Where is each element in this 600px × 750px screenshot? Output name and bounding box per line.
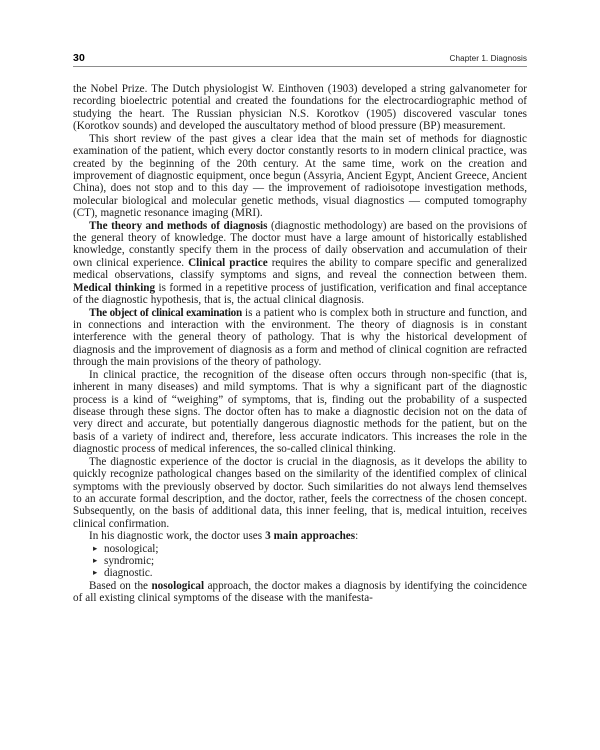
paragraph-in-clinical-practice: In clinical practice, the recognition of the disease often occurs through non-specific (that is, inherent in many diseases) and mild symptoms. That is why a significant part of the diagnostic process is a kind of “weighing” of symptoms, that is, finding out the probability of a suspected disease through these signs. The doctor often has to make a diagnostic decision not on the data of very direct and accurate, but potentially dangerous diagnostic methods for the patient, but on the basis of a variety of indirect and, therefore, less accurate indicators. This increases the role in the diagnostic process of medical inferences, the so-called clinical thinking. [73,368,527,456]
triangle-bullet-icon: ▸ [93,568,98,578]
triangle-bullet-icon: ▸ [93,556,98,566]
list-item-label: nosological; [104,542,159,555]
body-text-block [73,83,527,605]
triangle-bullet-icon: ▸ [93,543,98,553]
paragraph-nobel-prize: the Nobel Prize. The Dutch physiologist W. Einthoven (1903) developed a string galvanometer for recording bioelectric potential and created the foundations for the electrocardiographic method of studying the heart. The Russian physician N.S. Korotkov (1905) discovered vascular tones (Korotkov sounds) and developed the auscultatory method of blood pressure (BP) measurement. [73,83,527,133]
list-item-label: diagnostic. [104,567,153,580]
approach-list [73,543,527,580]
list-item-nosological [73,543,527,555]
chapter-running-head: Chapter 1. Diagnosis [449,54,527,63]
paragraph-theory-and-methods: The theory and methods of diagnosis (diagnostic methodology) are based on the provisions of the general theory of knowledge. The doctor must have a large amount of historically established knowledge, constantly specify them in the process of daily observation and accumulation of their own clinical experience. Clinical practice requires the ability to compare specific and generalized medical observations, classify symptoms and signs, and reveal the connection between them. Medical thinking is formed in a repetitive process of justification, verification and final acceptance of the diagnostic hypothesis, that is, the actual clinical diagnosis. [73,219,528,307]
paragraph-nosological-approach: Based on the nosological approach, the doctor makes a diagnosis by identifying the coincidence of all existing clinical symptoms of the disease with the manifesta- [73,579,527,605]
page-number: 30 [73,52,85,64]
list-item-diagnostic [73,567,527,579]
list-item-syndromic [73,555,527,567]
paragraph-short-review: This short review of the past gives a clear idea that the main set of methods for diagnostic examination of the patient, which every doctor constantly resorts to in modern clinical practice, was created by the beginning of the 20th century. At the same time, work on the creation and improvement of diagnostic equipment, once begun (Assyria, Ancient Egypt, Ancient Greece, Ancient China), does not stop and to this day — the improvement of radioisotope investigation methods, molecular biological and molecular genetic methods, visual diagnostics — computed tomography (CT), magnetic resonance imaging (MRI). [73,132,527,220]
running-header [73,48,527,64]
header-divider-rule [73,66,527,67]
paragraph-diagnostic-experience: The diagnostic experience of the doctor is crucial in the diagnosis, as it develops the ability to quickly recognize pathological changes based on the similarity of the identified complex of clinical symptoms with the previously observed by doctor. Such similarities do not always lend themselves to an accurate formal description, and the doctor, rather, feels the correctness of the chosen concept. Subsequently, on the basis of additional data, this inner feeling, that is, medical intuition, receives clinical confirmation. [73,455,527,530]
paragraph-three-approaches-lead-in: In his diagnostic work, the doctor uses 3 main approaches: [89,530,359,543]
paragraph-object-of-clinical-examination: The object of clinical examination is a patient who is complex both in structure and function, and in connections and interaction with the environment. The theory of diagnosis is in constant interference with the general theory of pathology. That is why the historical development of diagnosis and the improvement of diagnosis as a form and method of clinical cognition are refracted through the main provisions of the theory of pathology. [73,306,527,369]
list-item-label: syndromic; [104,555,155,568]
